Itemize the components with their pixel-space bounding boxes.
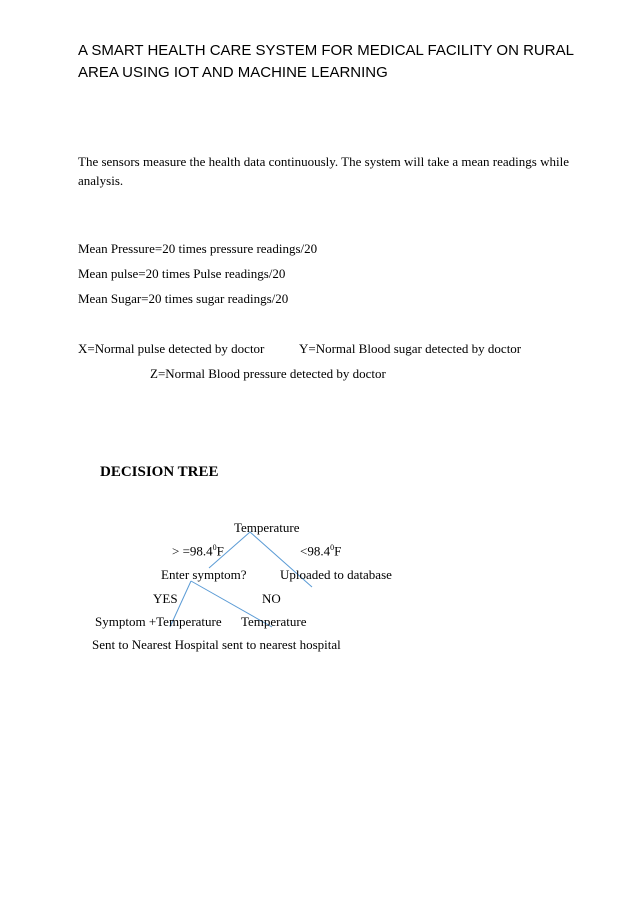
definition-y: Y=Normal Blood sugar detected by doctor [299, 341, 522, 356]
tree-leaf-sent-nearest-hospital: Sent to Nearest Hospital [92, 637, 219, 652]
definition-z: Z=Normal Blood pressure detected by doctor [150, 366, 386, 381]
tree-label-yes: YES [153, 591, 178, 606]
tree-label-no: NO [262, 591, 281, 606]
tree-leaf-sent-nearest-hospital-lower: sent to nearest hospital [222, 637, 341, 652]
tree-root-temperature: Temperature [234, 520, 300, 535]
intro-paragraph: The sensors measure the health data continuously. The system will take a mean readings while analysis. [78, 154, 569, 188]
tree-node-enter-symptom: Enter symptom? [161, 567, 247, 582]
tree-node-temperature: Temperature [241, 614, 307, 629]
definition-x: X=Normal pulse detected by doctor [78, 341, 265, 356]
formula-mean-sugar: Mean Sugar=20 times sugar readings/20 [78, 291, 289, 306]
formula-mean-pulse: Mean pulse=20 times Pulse readings/20 [78, 266, 286, 281]
decision-tree-heading: DECISION TREE [100, 464, 219, 480]
tree-branch-high-temp: > $=98.4^0F$ [172, 543, 224, 559]
document-title: A SMART HEALTH CARE SYSTEM FOR MEDICAL FACILITY ON RURAL AREA USING IOT AND MACHINE LEARNING [78, 42, 574, 81]
tree-node-symptom-temperature: Symptom +Temperature [95, 614, 222, 629]
tree-node-uploaded: Uploaded to database [280, 567, 392, 582]
tree-branch-low-temp: $<98.4^0F$ [300, 543, 342, 559]
formula-mean-pressure: Mean Pressure=20 times pressure readings/20 [78, 241, 318, 256]
